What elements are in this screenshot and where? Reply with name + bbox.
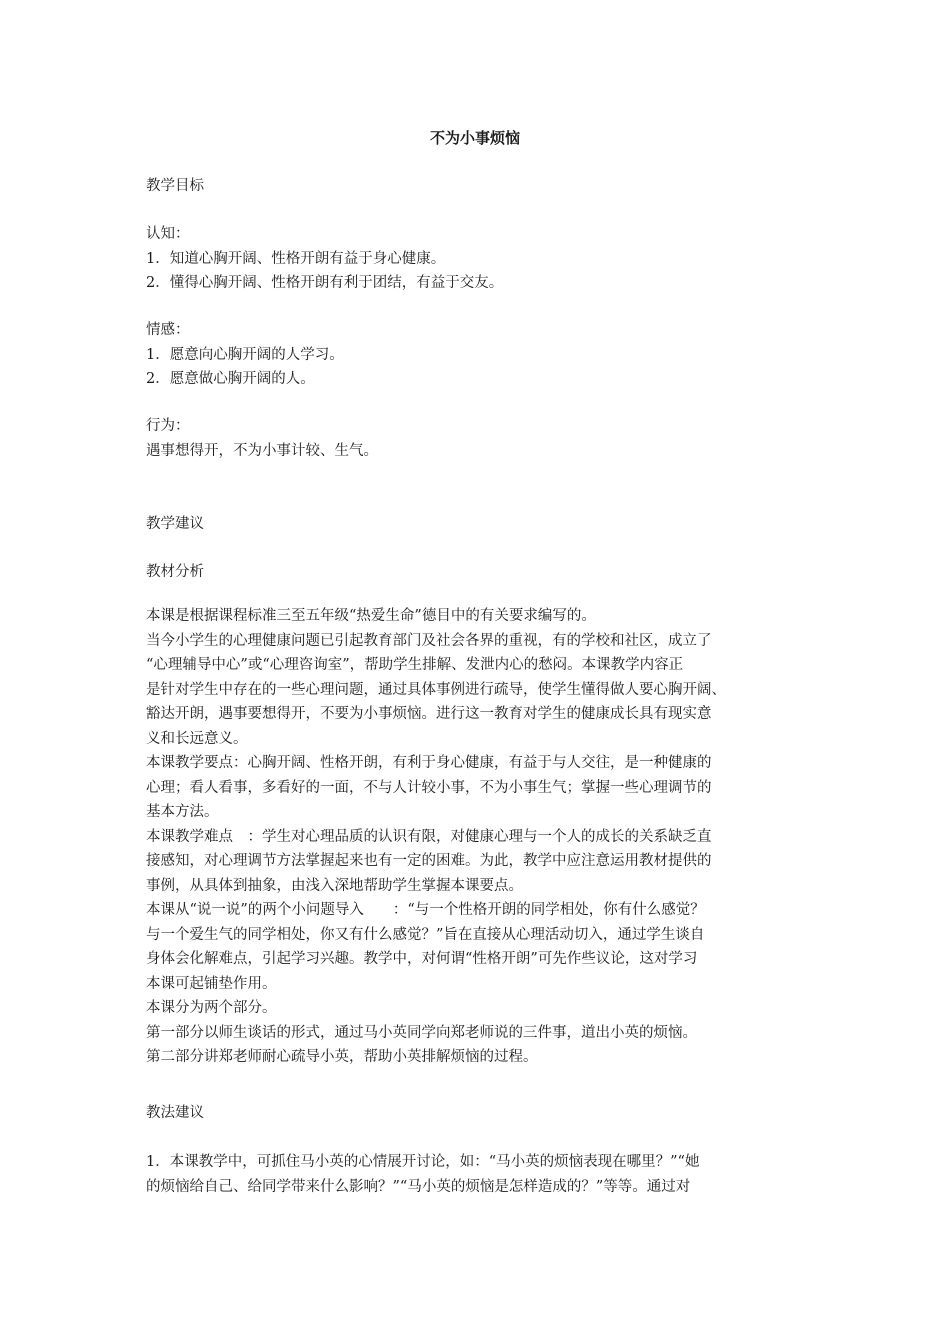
analysis-line: 本课分为两个部分。	[146, 1000, 277, 1016]
cognition-label: 认知：	[146, 226, 190, 242]
heading-text: 教材分析	[146, 564, 204, 580]
analysis-line: 本课可起铺垫作用。	[146, 975, 277, 992]
emotion-label: 情感：	[146, 322, 190, 338]
behavior-item: 遇事想得开，不为小事计较、生气。	[146, 442, 378, 459]
analysis-line: 事例，从具体到抽象，由浅入深地帮助学生掌握本课要点。	[146, 877, 523, 894]
emotion-item: 1．愿意向心胸开阔的人学习。	[146, 346, 344, 363]
analysis-line: 与一个爱生气的同学相处，你又有什么感觉？”旨在直接从心理活动切入，通过学生谈自	[146, 926, 705, 943]
analysis-line: 当今小学生的心理健康问题已引起教育部门及社会各界的重视，有的学校和社区，成立了	[146, 632, 712, 649]
analysis-line: 本课教学难点 ：学生对心理品质的认识有限，对健康心理与一个人的成长的关系缺乏直	[146, 828, 712, 845]
document-title: 不为小事烦恼	[429, 129, 520, 147]
behavior-label: 行为：	[146, 418, 190, 434]
emotion-section	[146, 318, 806, 392]
analysis-line: 身体会化解难点，引起学习兴趣。教学中，对何谓“性格开朗”可先作些议论，这对学习	[146, 951, 698, 967]
analysis-line: 第一部分以师生谈话的形式，通过马小英同学向郑老师说的三件事，道出小英的烦恼。	[146, 1024, 697, 1041]
section-heading-method	[146, 1101, 806, 1126]
analysis-line: 义和长远意义。	[146, 730, 248, 747]
analysis-line: 本课教学要点：心胸开阔、性格开朗，有利于身心健康，有益于与人交往，是一种健康的	[146, 755, 712, 771]
analysis-line: 基本方法。	[146, 804, 219, 820]
analysis-line: 心理；看人看事，多看好的一面，不与人计较小事，不为小事生气；掌握一些心理调节的	[146, 779, 712, 796]
analysis-line: “心理辅导中心”或“心理咨询室”，帮助学生排解、发泄内心的愁闷。本课教学内容正	[146, 657, 684, 673]
section-heading-goals	[146, 174, 806, 199]
analysis-body	[146, 604, 806, 1070]
method-body	[146, 1150, 806, 1199]
analysis-line: 是针对学生中存在的一些心理问题，通过具体事例进行疏导，使学生懂得做人要心胸开阔、	[146, 681, 726, 698]
method-line: 的烦恼给自己、给同学带来什么影响？”“马小英的烦恼是怎样造成的？”等等。通过对	[146, 1178, 691, 1195]
section-heading-suggestions	[146, 512, 806, 537]
emotion-item: 2．愿意做心胸开阔的人。	[146, 371, 315, 387]
heading-text: 教学目标	[146, 178, 204, 194]
analysis-line: 豁达开朗，遇事要想得开，不要为小事烦恼。进行这一教育对学生的健康成长具有现实意	[146, 706, 712, 722]
heading-text: 教法建议	[146, 1105, 204, 1121]
section-heading-analysis	[146, 560, 806, 585]
analysis-line: 本课从“说一说”的两个小问题导入 ：“与一个性格开朗的同学相处，你有什么感觉？	[146, 902, 705, 918]
behavior-section	[146, 414, 806, 463]
cognition-item: 1．知道心胸开阔、性格开朗有益于身心健康。	[146, 250, 446, 267]
analysis-line: 接感知，对心理调节方法掌握起来也有一定的困难。为此，教学中应注意运用教材提供的	[146, 853, 712, 869]
analysis-line: 第二部分讲郑老师耐心疏导小英，帮助小英排解烦恼的过程。	[146, 1049, 538, 1065]
analysis-line: 本课是根据课程标准三至五年级“热爱生命”德目中的有关要求编写的。	[146, 608, 596, 624]
heading-text: 教学建议	[146, 516, 204, 532]
cognition-section	[146, 222, 806, 296]
method-line: 1．本课教学中，可抓住马小英的心情展开讨论，如：“马小英的烦恼表现在哪里？”“她	[146, 1154, 700, 1170]
cognition-item: 2．懂得心胸开阔、性格开朗有利于团结，有益于交友。	[146, 275, 504, 291]
